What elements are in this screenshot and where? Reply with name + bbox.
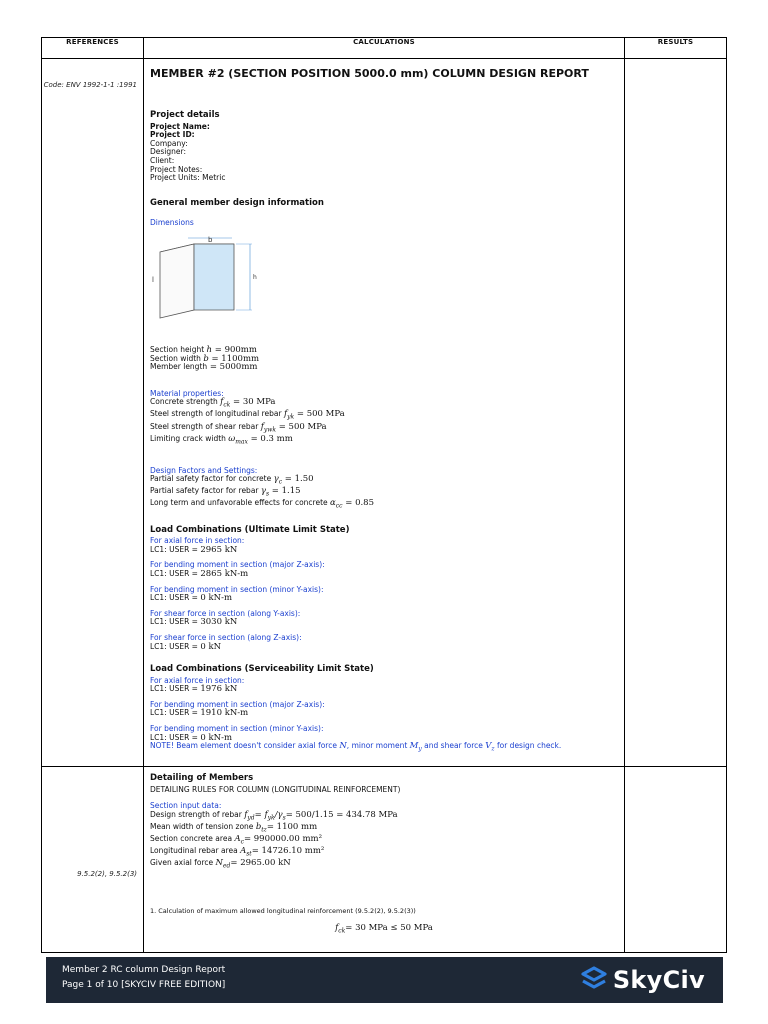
project-heading: Project details [150, 110, 220, 120]
table-row [42, 767, 727, 953]
report-sheet [41, 37, 727, 953]
units-label: Project Units: Metric [150, 173, 226, 183]
calc-cell [144, 767, 625, 953]
ref-code: Code: ENV 1992-1-1 :1991 [43, 81, 137, 89]
table-row [42, 59, 727, 767]
factor-row: Long term and unfavorable effects for concrete $\alpha_{cc} = 0.85$ [150, 498, 374, 510]
load-combo-item: For axial force in section: LC1: USER = 2965 kN [150, 536, 245, 555]
design-note: NOTE! Beam element doesn't consider axial force N, minor moment $M_y$ and shear force $V_z$ for design check. [150, 741, 562, 753]
uls-heading: Load Combinations (Ultimate Limit State) [150, 524, 350, 535]
detail-row: Given axial force $N_{ed}= 2965.00$ kN [150, 858, 291, 870]
sls-heading: Load Combinations (Serviceability Limit State) [150, 664, 374, 675]
skyciv-logo [581, 964, 705, 996]
company-label: Company: [150, 138, 188, 148]
sls-list [150, 677, 618, 743]
section-height-line: Section height h = 900mm [150, 344, 257, 355]
column-dimension-diagram [150, 232, 262, 344]
load-combo-item: For axial force in section: LC1: USER = 1976 kN [150, 675, 245, 695]
footer-page-info: Page 1 of 10 [SKYCIV FREE EDITION] [62, 980, 226, 990]
material-row: Limiting crack width $\omega_{max} = 0.3$ mm [150, 433, 293, 446]
header-references: REFERENCES [42, 38, 144, 59]
skyciv-logo-text: SkyCiv [612, 966, 705, 994]
detail-list [150, 811, 618, 871]
member-length-line: Member length = 5000mm [150, 362, 258, 373]
ref-cell [42, 59, 144, 767]
project-id-label: Project ID: [150, 130, 195, 140]
dim-h-label: h [253, 273, 257, 281]
result-cell [625, 59, 727, 767]
designer-label: Designer: [150, 147, 186, 157]
dim-b-label: b [208, 235, 213, 244]
detail-row: Mean width of tension zone $b_{tz}= 1100$ mm [150, 821, 318, 834]
header-results: RESULTS [625, 38, 727, 59]
dimensions-label: Dimensions [150, 218, 194, 228]
factor-row: Partial safety factor for rebar $\gamma_s = 1.15$ [150, 486, 301, 498]
load-combo-item: For bending moment in section (minor Y-axis): LC1: USER = 0 kN-m [150, 724, 324, 743]
section-width-line: Section width b = 1100mm [150, 353, 260, 364]
material-row: Steel strength of shear rebar $f_{ywk} = 500$ MPa [150, 421, 327, 433]
skyciv-logo-icon [581, 966, 607, 994]
load-combo-item: For bending moment in section (minor Y-axis): LC1: USER = 0 kN-m [150, 584, 324, 604]
step1-text: 1. Calculation of maximum allowed longitudinal reinforcement (9.5.2(2), 9.5.2(3)) [150, 907, 416, 916]
calc-cell [144, 59, 625, 767]
report-table [41, 37, 727, 953]
factors-heading: Design Factors and Settings: [150, 465, 258, 475]
result-cell [625, 767, 727, 953]
detailing-heading: Detailing of Members [150, 773, 254, 783]
header-calculations: CALCULATIONS [144, 38, 625, 59]
ref-cell [42, 767, 144, 953]
load-combo-item: For shear force in section (along Y-axis): LC1: USER = 3030 kN [150, 608, 301, 628]
factors-list [150, 475, 618, 511]
material-row: Concrete strength $f_{ck} = 30$ MPa [150, 397, 276, 409]
detail-row: Longitudinal rebar area $A_{st}= 14726.10$ mm² [150, 846, 325, 858]
dim-l-label: l [152, 275, 154, 284]
section-input-label: Section input data: [150, 801, 222, 811]
detail-row: Section concrete area $A_c= 990000.00$ mm² [150, 833, 322, 846]
client-label: Client: [150, 155, 175, 165]
uls-list [150, 537, 618, 651]
load-combo-item: For bending moment in section (major Z-axis): LC1: USER = 2865 kN-m [150, 560, 325, 579]
notes-label: Project Notes: [150, 164, 203, 174]
general-heading: General member design information [150, 197, 324, 208]
report-title: MEMBER #2 (SECTION POSITION 5000.0 mm) COLUMN DESIGN REPORT [150, 67, 589, 80]
table-header-row [42, 38, 727, 59]
load-combo-item: For shear force in section (along Z-axis): LC1: USER = 0 kN [150, 632, 302, 652]
fck-check: $f_{ck}= 30$ MPa ≤ 50 MPa [335, 922, 433, 935]
ref-detail: 9.5.2(2), 9.5.2(3) [77, 870, 137, 878]
load-combo-item: For bending moment in section (major Z-axis): LC1: USER = 1910 kN-m [150, 699, 325, 719]
material-heading: Material properties: [150, 388, 224, 398]
material-list [150, 398, 618, 446]
project-name-label: Project Name: [150, 121, 210, 131]
factor-row: Partial safety factor for concrete $\gamma_c = 1.50$ [150, 474, 314, 486]
material-row: Steel strength of longitudinal rebar $f_{yk} = 500$ MPa [150, 409, 345, 421]
detailing-subheading: DETAILING RULES FOR COLUMN (LONGITUDINAL REINFORCEMENT) [150, 784, 401, 794]
detail-row: Design strength of rebar $f_{yd}= f_{yk}/\gamma_s= 500/1.15 = 434.78$ MPa [150, 809, 398, 822]
page-footer [46, 957, 723, 1003]
footer-report-title: Member 2 RC column Design Report [62, 965, 226, 975]
